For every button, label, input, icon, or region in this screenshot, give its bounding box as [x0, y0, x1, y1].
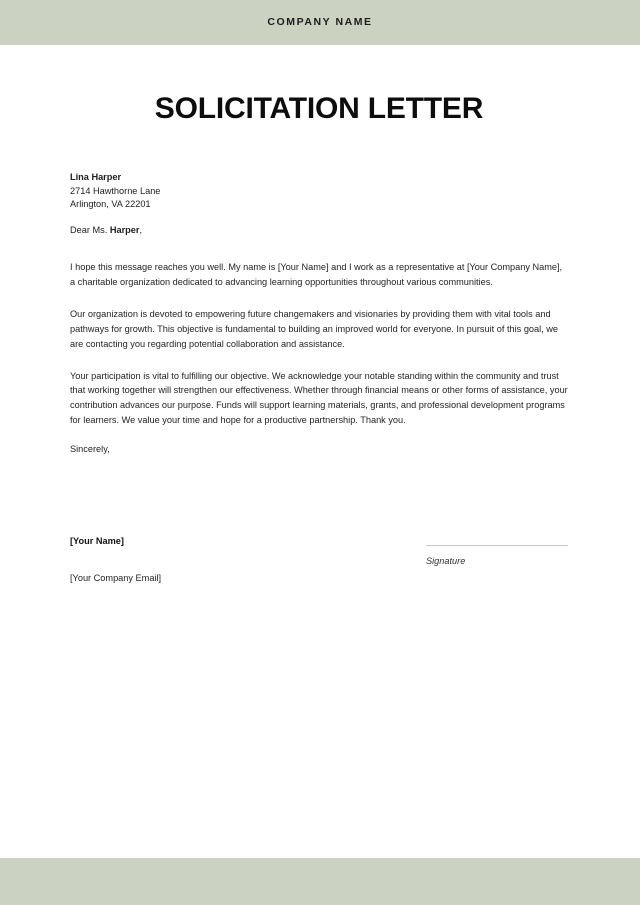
page-title: SOLICITATION LETTER — [154, 92, 484, 125]
body-paragraph: I hope this message reaches you well. My name is [Your Name] and I work as a representative at [Your Company Name], a charitable organization dedicated to advancing learning opportunities throughout various communities. — [70, 262, 563, 287]
closing-line: Sincerely, — [70, 444, 110, 454]
salutation-prefix: Dear Ms. — [70, 225, 110, 235]
company-name: COMPANY NAME — [267, 16, 373, 29]
header-band — [0, 0, 640, 45]
recipient-address-block — [70, 171, 370, 212]
sender-email: [Your Company Email] — [70, 572, 162, 583]
body-paragraph: Our organization is devoted to empowering future changemakers and visionaries by providing them with vital tools and pathways for growth. This objective is fundamental to building an improved world for everyone. In pursuit of this goal, we are contacting you regarding potential collaboration and assistance. — [70, 308, 559, 349]
sender-name: [Your Name] — [70, 536, 124, 546]
body-paragraph: Your participation is vital to fulfilling our objective. We acknowledge your notable standing within the community and trust that working together will strengthen our effectiveness. Whether through financial means or other forms of assistance, your contribution advances our purpose. Funds will support learning materials, grants, and professional development programs for learners. We value your time and hope for a productive partnership. Thank you. — [70, 370, 568, 426]
signature-label: Signature — [426, 556, 466, 566]
recipient-street: 2714 Hawthorne Lane — [70, 185, 161, 196]
recipient-city-state-zip: Arlington, VA 22201 — [70, 199, 151, 210]
salutation-name: Harper — [109, 225, 140, 235]
recipient-name: Lina Harper — [70, 172, 122, 182]
salutation — [70, 224, 142, 238]
signature-line — [426, 545, 568, 546]
letter-body — [70, 260, 568, 445]
footer-band — [0, 858, 640, 905]
signature-area — [426, 545, 568, 568]
salutation-suffix: , — [139, 225, 143, 235]
